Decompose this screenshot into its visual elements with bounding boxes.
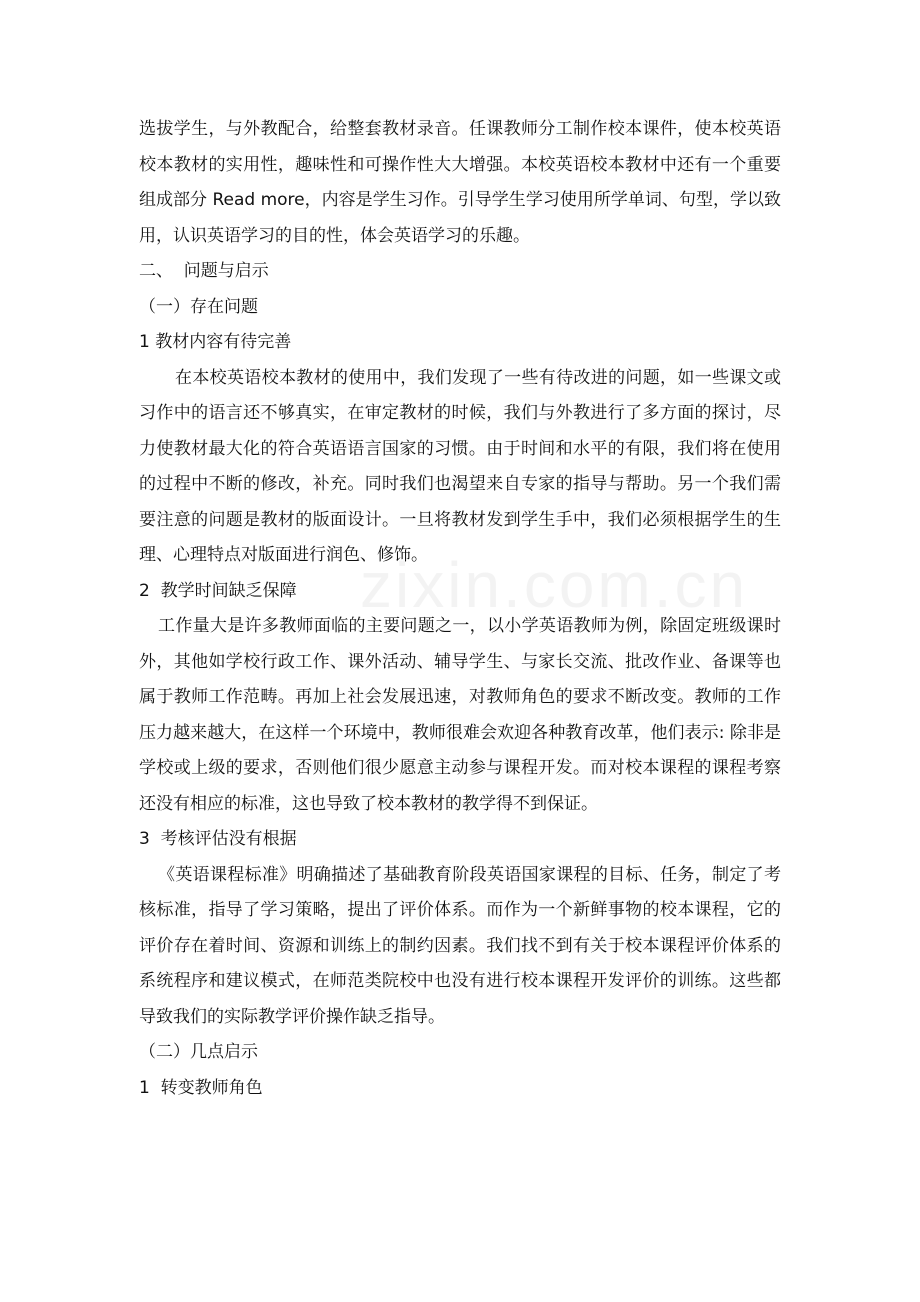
- item-heading-content-improvement: 1 教材内容有待完善: [139, 332, 292, 352]
- item-heading-assessment: 3 考核评估没有根据: [139, 829, 297, 849]
- watermark: zixin.com.cn: [360, 549, 749, 621]
- subsection-heading-existing-problems: （一）存在问题: [139, 296, 258, 317]
- subsection-heading-insights: （二）几点启示: [139, 1042, 258, 1062]
- paragraph-teaching-time: 工作量大是许多教师面临的主要问题之一，以小学英语教师为例，除固定班级课时外，其他如学校行政工作、课外活动、辅导学生、与家长交流、批改作业、备课等也属于教师工作范畴。再加上社会发展迅速，对教师角色的要求不断改变。教师的工作压力越来越大，在这样一个环境中，教师很难会欢迎各种教育改革，他们表示: 除非是学校或上级的要求，否则他们很少愿意主动参与课程开发。而对校本课程的课程考察还没有相应的标准，这也导致了校本教材的教学得不到保证。: [139, 616, 781, 814]
- paragraph-textbook-recording: 选拔学生，与外教配合，给整套教材录音。任课教师分工制作校本课件，使本校英语校本教材的实用性，趣味性和可操作性大大增强。本校英语校本教材中还有一个重要组成部分 Read more，内容是学生习作。引导学生学习使用所学单词、句型，学以致用，认识英语学习的目的性，体会英语学习的乐趣。: [139, 119, 781, 246]
- paragraph-assessment: 《英语课程标准》明确描述了基础教育阶段英语国家课程的目标、任务，制定了考核标准，指导了学习策略，提出了评价体系。而作为一个新鲜事物的校本课程，它的评价存在着时间、资源和训练上的制约因素。我们找不到有关于校本课程评价体系的系统程序和建议模式，在师范类院校中也没有进行校本课程开发评价的训练。这些都导致我们的实际教学评价操作缺乏指导。: [139, 864, 781, 1027]
- item-heading-teacher-role: 1 转变教师角色: [139, 1077, 263, 1098]
- item-heading-teaching-time: 2 教学时间缺乏保障: [139, 580, 297, 601]
- section-heading-problems-and-insights: 二、 问题与启示: [139, 261, 269, 281]
- paragraph-content-improvement: 在本校英语校本教材的使用中，我们发现了一些有待改进的问题，如一些课文或习作中的语言还不够真实，在审定教材的时候，我们与外教进行了多方面的探讨，尽力使教材最大化的符合英语语言国家的习惯。由于时间和水平的有限，我们将在使用的过程中不断的修改，补充。同时我们也渴望来自专家的指导与帮助。另一个我们需要注意的问题是教材的版面设计。一旦将教材发到学生手中，我们必须根据学生的生理、心理特点对版面进行润色、修饰。: [139, 367, 781, 565]
- document-body: [139, 112, 781, 1106]
